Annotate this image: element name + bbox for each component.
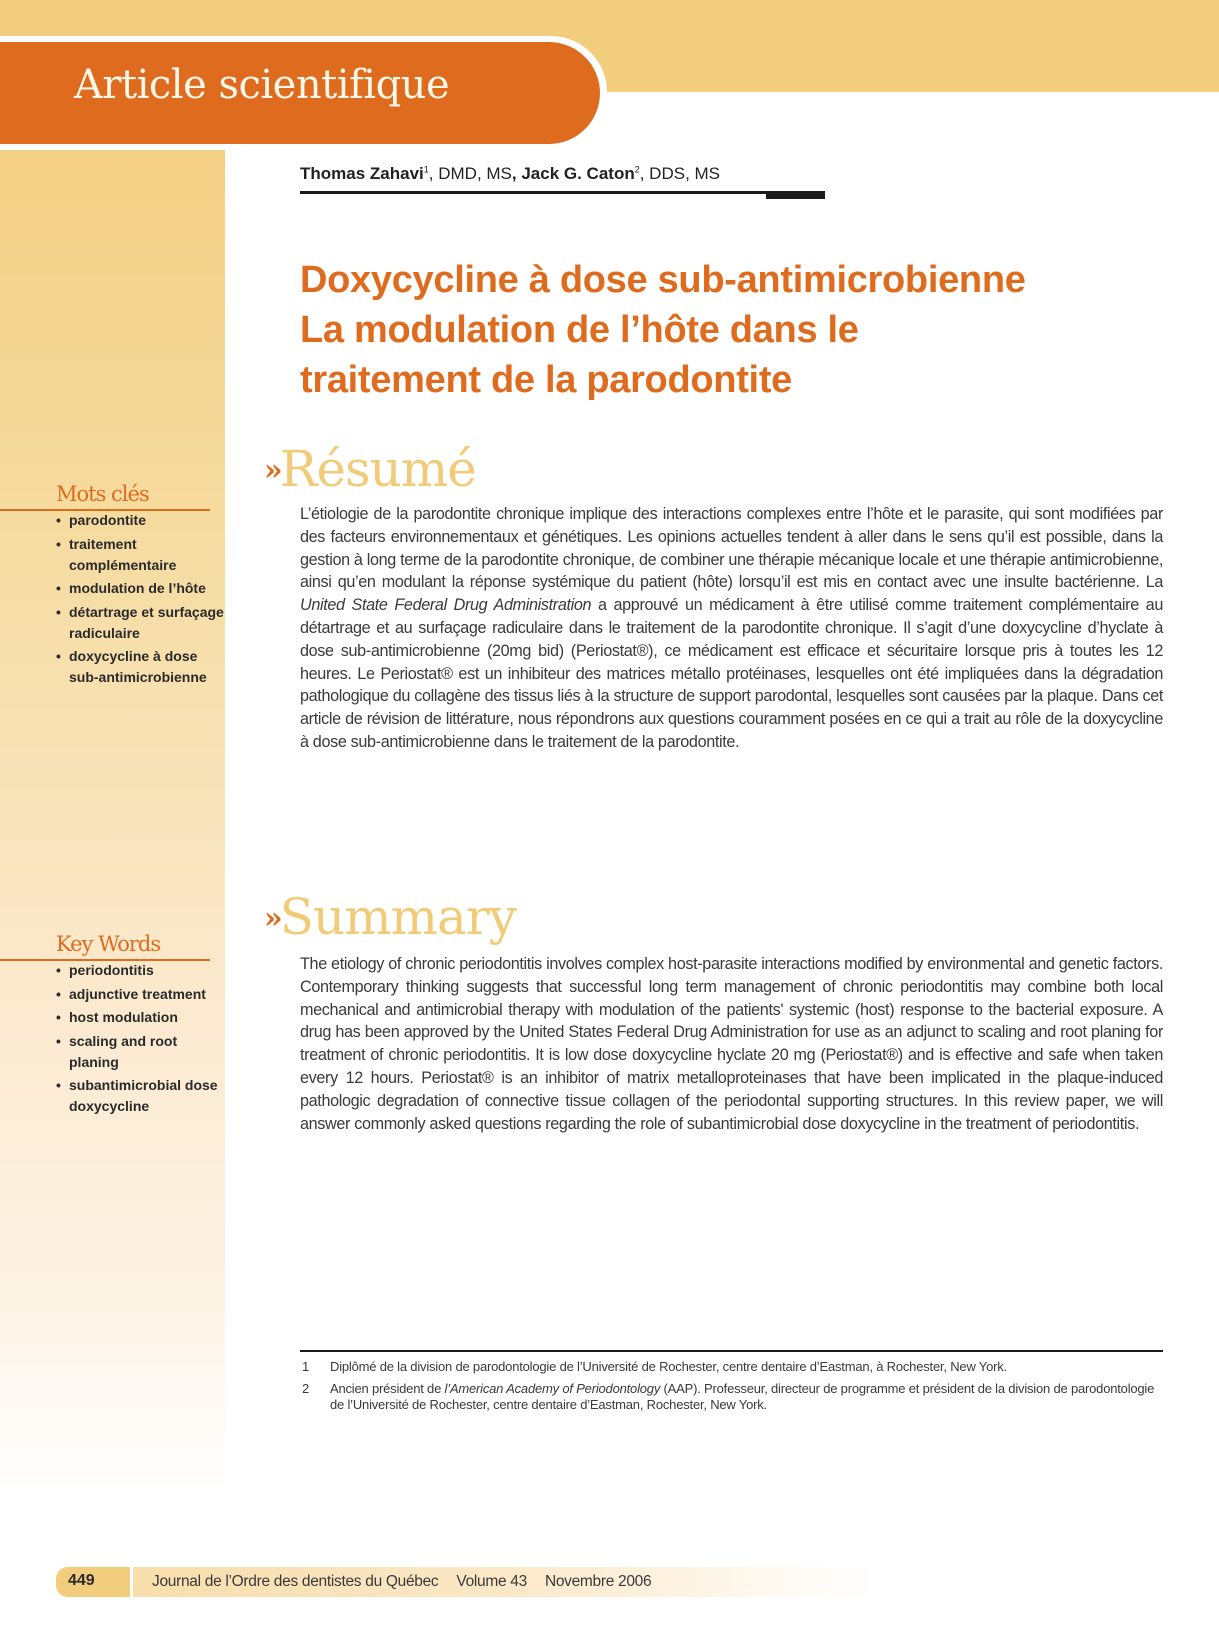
- keyword-text: détartrage et surfaçage radiculaire: [69, 603, 224, 641]
- journal-name: Journal de l’Ordre des dentistes du Québec: [152, 1573, 439, 1590]
- footnote-1: [300, 1359, 1163, 1376]
- author-2-degrees: , DDS, MS: [639, 164, 721, 183]
- keyword-item: [56, 510, 226, 531]
- bullet-icon: •: [56, 1032, 61, 1049]
- footnotes: [300, 1359, 1163, 1419]
- sidebar-background: [0, 150, 225, 1490]
- author-1-degrees: , DMD, MS: [428, 164, 512, 183]
- author-separator: ,: [511, 164, 522, 183]
- mots-cles-list: [56, 510, 226, 691]
- section-label: Article scientifique: [74, 62, 450, 108]
- title-line-2: La modulation de l’hôte dans le: [300, 309, 859, 351]
- author-2-footnote-ref: 2: [634, 164, 640, 175]
- keyword-text: adjunctive treatment: [69, 985, 206, 1002]
- author-2-name: Jack G. Caton: [521, 164, 635, 183]
- summary-heading-text: Summary: [279, 888, 516, 946]
- keyword-item: [56, 578, 226, 599]
- keyword-item: [56, 1007, 226, 1028]
- mots-cles-heading: Mots clés: [56, 482, 149, 506]
- keyword-text: periodontitis: [69, 962, 154, 978]
- page-number: 449: [68, 1572, 95, 1589]
- bullet-icon: •: [56, 1077, 61, 1093]
- footer-citation: [152, 1573, 669, 1591]
- footnote-2: [300, 1381, 1163, 1414]
- bullet-icon: •: [56, 985, 61, 1002]
- keyword-item: [56, 602, 226, 644]
- resume-heading: [264, 440, 476, 498]
- bullet-icon: •: [56, 962, 61, 978]
- journal-date: Novembre 2006: [544, 1573, 652, 1590]
- keyword-text: host modulation: [69, 1009, 178, 1025]
- footnote-text: Diplômé de la division de parodontologie de l’Université de Rochester, centre dentaire d’Eastman, à Rochester, New York.: [330, 1359, 1007, 1374]
- summary-body: [300, 953, 1163, 1135]
- resume-text-1: L’étiologie de la parodontite chronique implique des interactions complexes entre l’hôte et le parasite, qui sont modifiées par des facteurs environnementaux et génétiques. Les opinions actuelles tendent à aller dans le sens qu’il est possible, dans la gestion à long terme de la parodontite chronique, de combiner une thérapie mécanique locale et une thérapie antimicrobienne, ainsi qu’en modulant la réponse systémique du patient (hôte) lorsqu’il est mis en contact avec une insulte bactérienne. La: [300, 505, 1163, 592]
- resume-text-2: a approuvé un médicament à être utilisé comme traitement complémentaire au détartrage et au surfaçage radiculaire dans le traitement de la parodontite chronique. Il s’agit d’une doxycycline d’hyclate à dose sub-antimicrobienne (20mg bid) (Periostat®), ce médicament est efficace et sécuritaire lorsque pris à toutes les 12 heures. Le Periostat® est un inhibiteur des matrices métallo protéinases, lesquelles ont été impliquées dans la dégradation pathologique du collagène des tissus liés à la structure de support parodontal, lesquelles sont causées par la plaque. Dans cet article de révision de littérature, nous répondrons aux questions couramment posées en ce qui a trait au rôle de la doxycycline à dose sub-antimicrobienne dans le traitement de la parodontite.: [300, 596, 1163, 751]
- author-rule-accent: [766, 191, 825, 199]
- chevron-right-icon: »: [264, 901, 280, 936]
- footnote-text: Ancien président de: [330, 1380, 445, 1396]
- keyword-text: scaling and root planing: [69, 1032, 178, 1070]
- bullet-icon: •: [56, 580, 61, 596]
- title-line-1: Doxycycline à dose sub-antimicrobienne: [300, 259, 1026, 301]
- resume-text-italic: United State Federal Drug Administration: [300, 596, 592, 615]
- keyword-item: [56, 984, 226, 1005]
- keyword-item: [56, 960, 226, 981]
- key-words-heading: Key Words: [56, 932, 161, 956]
- article-title: [300, 255, 1180, 405]
- resume-body: [300, 503, 1163, 754]
- title-line-3: traitement de la parodontite: [300, 359, 793, 401]
- chevron-right-icon: »: [264, 453, 280, 488]
- keyword-item: [56, 1075, 226, 1117]
- key-words-list: [56, 960, 226, 1120]
- summary-text: The etiology of chronic periodontitis involves complex host-parasite interactions modified by environmental and genetic factors. Contemporary thinking suggests that successful long term management of chronic periodontitis may combine both local mechanical and antimicrobial therapy with modulation of the patients' systemic (host) response to the bacterial exposure. A drug has been approved by the United States Federal Drug Administration for use as an adjunct to scaling and root planing for treatment of chronic periodontitis. It is low dose doxycycline hyclate 20 mg (Periostat®) and is effective and safe when taken every 12 hours. Periostat® is an inhibitor of matrix metalloproteinases that have been implicated in the plaque-induced pathologic degradation of connective tissue collagen of the periodontal supporting structures. In this review paper, we will answer commonly asked questions regarding the role of subantimicrobial dose doxycycline in the treatment of periodontitis.: [300, 955, 1163, 1133]
- keyword-text: modulation de l’hôte: [69, 580, 206, 596]
- footnote-rule: [300, 1350, 1163, 1352]
- journal-volume: Volume 43: [456, 1573, 527, 1590]
- bullet-icon: •: [56, 512, 61, 528]
- footnote-number: 2: [302, 1380, 310, 1396]
- keyword-item: [56, 646, 226, 688]
- resume-heading-text: Résumé: [279, 440, 476, 498]
- keyword-text: traitement complémentaire: [69, 535, 177, 573]
- bullet-icon: •: [56, 1009, 61, 1025]
- author-rule: [300, 191, 825, 194]
- author-1-footnote-ref: 1: [423, 164, 429, 175]
- footnote-text: (AAP). Professeur, directeur de programme et président de la division de parodontologie de l’Université de Rochester, centre dentaire d’Eastman, Rochester, New York.: [330, 1380, 1155, 1412]
- bullet-icon: •: [56, 648, 61, 664]
- keyword-item: [56, 534, 226, 576]
- bullet-icon: •: [56, 603, 61, 620]
- footnote-italic: l’American Academy of Periodontology: [444, 1380, 661, 1396]
- footnote-number: 1: [302, 1359, 310, 1374]
- author-1-name: Thomas Zahavi: [300, 164, 424, 183]
- author-line: [300, 164, 720, 184]
- keyword-text: doxycycline à dose sub-antimicrobienne: [69, 648, 207, 685]
- keyword-text: parodontite: [69, 512, 146, 528]
- keyword-item: [56, 1031, 226, 1073]
- summary-heading: [264, 888, 516, 946]
- footer-divider: [130, 1567, 133, 1597]
- keyword-text: subantimicrobial dose doxycycline: [69, 1077, 218, 1114]
- bullet-icon: •: [56, 535, 61, 552]
